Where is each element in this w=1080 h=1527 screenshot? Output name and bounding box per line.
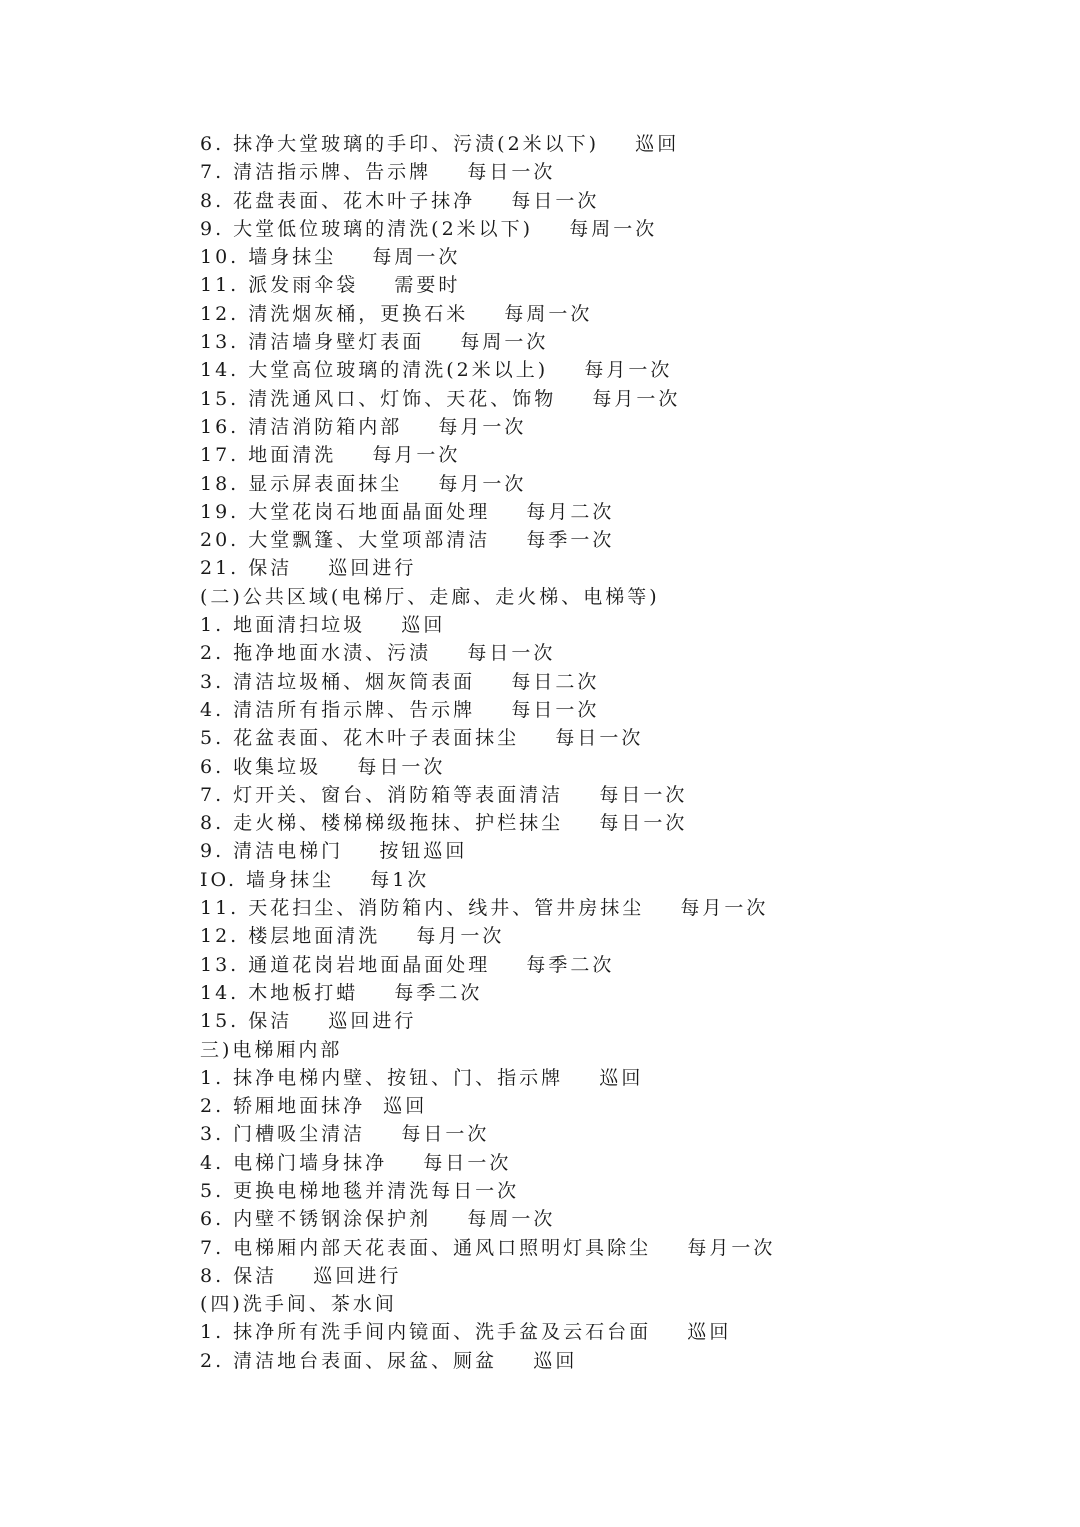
text-line: 4. 电梯门墙身抹净 每日一次 <box>200 1151 512 1174</box>
text-line: 6. 收集垃圾 每日一次 <box>200 755 446 778</box>
text-line: 5. 更换电梯地毯并清洗每日一次 <box>200 1179 520 1202</box>
text-line: 8. 花盘表面、花木叶子抹净 每日一次 <box>200 189 600 212</box>
text-line: 8. 走火梯、楼梯梯级拖抹、护栏抹尘 每日一次 <box>200 812 688 835</box>
text-line: 21. 保洁 巡回进行 <box>200 557 417 580</box>
text-line: 9. 清洁电梯门 按钮巡回 <box>200 840 468 863</box>
text-line: 14. 大堂高位玻璃的清洗(2米以上) 每月一次 <box>200 359 673 382</box>
text-line: 1. 抹净所有洗手间内镜面、洗手盆及云石台面 巡回 <box>200 1321 732 1344</box>
text-line: 8. 保洁 巡回进行 <box>200 1264 402 1287</box>
text-line: 19. 大堂花岗石地面晶面处理 每月二次 <box>200 500 615 523</box>
text-line: 13. 通道花岗岩地面晶面处理 每季二次 <box>200 953 615 976</box>
text-line: 18. 显示屏表面抹尘 每月一次 <box>200 472 527 495</box>
section-heading: (二)公共区域(电梯厅、走廊、走火梯、电梯等) <box>200 585 660 608</box>
text-line: 12. 楼层地面清洗 每月一次 <box>200 925 505 948</box>
text-line: 15. 清洗通风口、灯饰、天花、饰物 每月一次 <box>200 387 681 410</box>
text-line: 1. 抹净电梯内壁、按钮、门、指示牌 巡回 <box>200 1066 644 1089</box>
text-line: 9. 大堂低位玻璃的清洗(2米以下) 每周一次 <box>200 217 658 240</box>
text-line: 14. 木地板打蜡 每季二次 <box>200 981 483 1004</box>
text-line: 2. 清洁地台表面、尿盆、厕盆 巡回 <box>200 1349 578 1372</box>
text-line: 2. 拖净地面水渍、污渍 每日一次 <box>200 642 556 665</box>
text-line: 15. 保洁 巡回进行 <box>200 1010 417 1033</box>
text-line: 11. 天花扫尘、消防箱内、线井、管井房抹尘 每月一次 <box>200 897 769 920</box>
text-line: 5. 花盆表面、花木叶子表面抹尘 每日一次 <box>200 727 644 750</box>
document-body <box>200 130 1020 1375</box>
text-line: 11. 派发雨伞袋 需要时 <box>200 274 461 297</box>
text-line: 20. 大堂飘篷、大堂项部清洁 每季一次 <box>200 529 615 552</box>
text-line: 17. 地面清洗 每月一次 <box>200 444 461 467</box>
text-line: 6. 内壁不锈钢涂保护剂 每周一次 <box>200 1208 556 1231</box>
text-line: 12. 清洗烟灰桶，更换石米 每周一次 <box>200 302 593 325</box>
text-line: 3. 清洁垃圾桶、烟灰筒表面 每日二次 <box>200 670 600 693</box>
text-line: 13. 清洁墙身壁灯表面 每周一次 <box>200 331 549 354</box>
text-line: 7. 灯开关、窗台、消防箱等表面清洁 每日一次 <box>200 783 688 806</box>
text-line: 4. 清洁所有指示牌、告示牌 每日一次 <box>200 698 600 721</box>
text-line: IO. 墙身抹尘 每1次 <box>200 868 430 891</box>
text-line: 3. 门槽吸尘清洁 每日一次 <box>200 1123 490 1146</box>
section-heading: (四)洗手间、茶水间 <box>200 1293 397 1316</box>
text-line: 7. 电梯厢内部天花表面、通风口照明灯具除尘 每月一次 <box>200 1236 776 1259</box>
section-heading: 三)电梯厢内部 <box>200 1038 343 1061</box>
text-line: 10. 墙身抹尘 每周一次 <box>200 246 461 269</box>
text-line: 6. 抹净大堂玻璃的手印、污渍(2米以下) 巡回 <box>200 133 680 155</box>
text-line: 1. 地面清扫垃圾 巡回 <box>200 614 446 637</box>
text-line: 2. 轿厢地面抹净 巡回 <box>200 1095 428 1118</box>
text-line: 16. 清洁消防箱内部 每月一次 <box>200 415 527 438</box>
text-line: 7. 清洁指示牌、告示牌 每日一次 <box>200 161 556 184</box>
